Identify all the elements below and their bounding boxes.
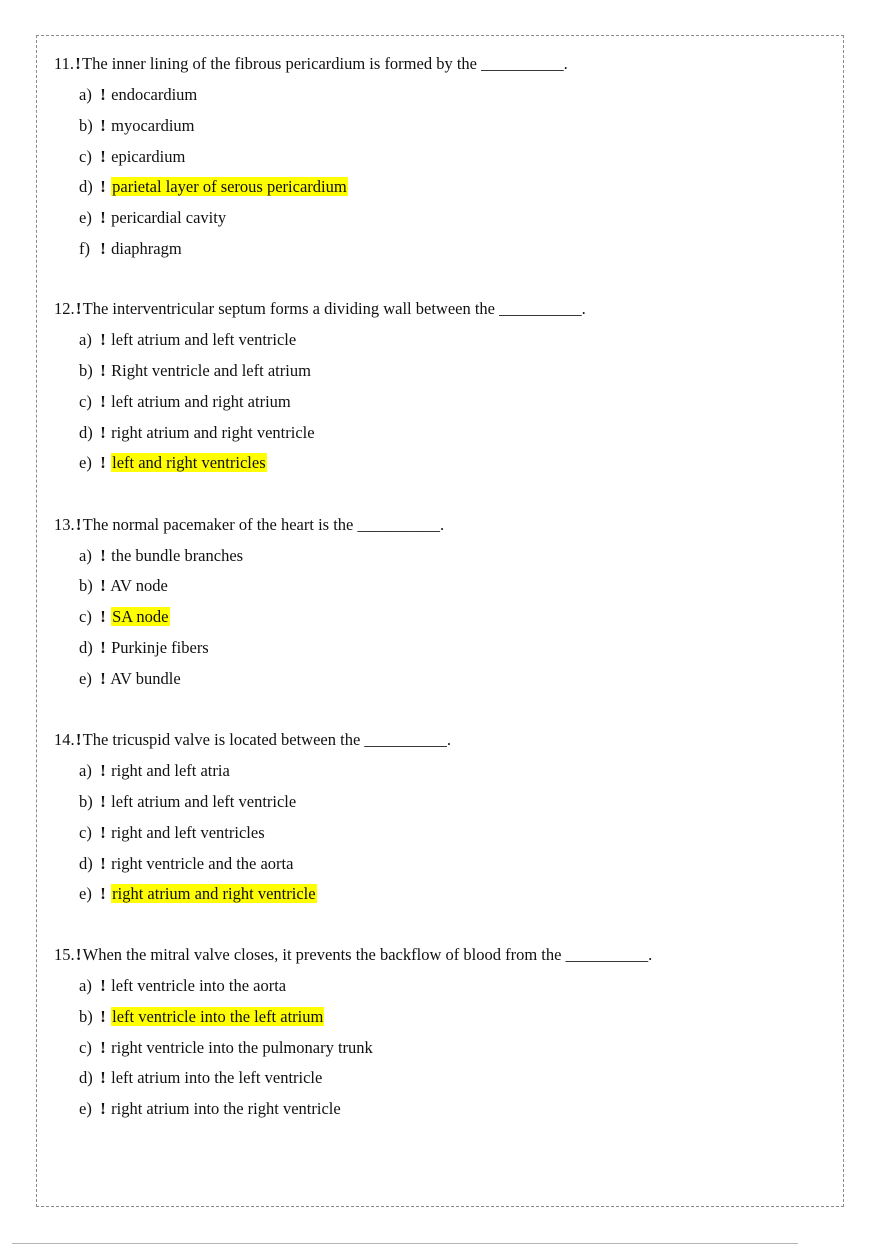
correct-answer-highlight: right atrium and right ventricle [112,884,316,903]
option-letter: a) [79,85,92,104]
option-item [79,361,311,381]
question-text: When the mitral valve closes, it prevents the backflow of blood from the __________. [82,945,653,964]
correct-answer-highlight: left ventricle into the left atrium [112,1007,324,1026]
option-letter: b) [79,116,93,135]
option-text: diaphragm [111,239,182,258]
option-letter: d) [79,177,93,196]
exclamation-mark-icon: ! [100,392,106,411]
option-text: AV bundle [110,669,181,688]
option-text: left atrium into the left ventricle [111,1068,323,1087]
exclamation-mark-icon: ! [100,546,106,565]
option-item [79,607,170,627]
option-letter: e) [79,669,92,688]
question-text: The normal pacemaker of the heart is the __________. [82,515,445,534]
option-item [79,116,195,136]
question-text: The inner lining of the fibrous pericardium is formed by the __________. [82,54,568,73]
option-item [79,792,296,812]
option-letter: b) [79,792,93,811]
option-letter: c) [79,823,92,842]
option-item [79,177,348,197]
option-text: left atrium and left ventricle [111,792,297,811]
exclamation-mark-icon: ! [100,85,106,104]
option-text: myocardium [111,116,195,135]
exclamation-mark-icon: ! [100,361,106,380]
exclamation-mark-icon: ! [100,330,106,349]
exclamation-mark-icon: ! [100,823,106,842]
option-text: right ventricle and the aorta [111,854,294,873]
option-item [79,638,209,658]
option-item [79,392,291,412]
option-item [79,823,265,843]
option-letter: d) [79,638,93,657]
exclamation-mark-icon: ! [100,423,106,442]
question-stem [54,515,444,535]
option-letter: e) [79,884,92,903]
exclamation-mark-icon: ! [75,730,82,749]
option-text: endocardium [111,85,198,104]
question-number: 14. [54,730,75,749]
exclamation-mark-icon: ! [100,638,106,657]
option-letter: d) [79,1068,93,1087]
footer-rule [12,1243,798,1244]
option-text: Right ventricle and left atrium [111,361,311,380]
exclamation-mark-icon: ! [100,1007,106,1026]
exclamation-mark-icon: ! [75,54,81,73]
option-text: right and left ventricles [111,823,265,842]
option-text: epicardium [111,147,186,166]
option-item [79,423,315,443]
question-stem [54,730,451,750]
option-text: the bundle branches [111,546,244,565]
option-item [79,576,168,596]
option-letter: b) [79,1007,93,1026]
option-letter: e) [79,453,92,472]
option-letter: e) [79,208,92,227]
exclamation-mark-icon: ! [100,177,106,196]
exclamation-mark-icon: ! [100,792,106,811]
option-item [79,976,286,996]
option-text: right atrium and right ventricle [111,423,315,442]
exclamation-mark-icon: ! [75,299,82,318]
option-letter: d) [79,854,93,873]
option-letter: a) [79,546,92,565]
option-letter: b) [79,361,93,380]
exclamation-mark-icon: ! [75,945,82,964]
option-letter: f) [79,239,90,258]
exclamation-mark-icon: ! [100,116,106,135]
option-text: Purkinje fibers [111,638,209,657]
question-stem [54,299,586,319]
option-item [79,546,243,566]
exclamation-mark-icon: ! [100,607,106,626]
option-letter: d) [79,423,93,442]
option-text: right atrium into the right ventricle [111,1099,341,1118]
option-text: left atrium and left ventricle [111,330,297,349]
option-item [79,330,296,350]
question-text: The tricuspid valve is located between the __________. [82,730,452,749]
exclamation-mark-icon: ! [100,854,106,873]
option-text: left ventricle into the aorta [111,976,287,995]
option-item [79,1099,341,1119]
option-item [79,1007,324,1027]
option-item [79,147,185,167]
exclamation-mark-icon: ! [100,147,106,166]
option-item [79,1068,322,1088]
option-text: AV node [110,576,168,595]
exclamation-mark-icon: ! [100,1099,106,1118]
exclamation-mark-icon: ! [100,1038,106,1057]
correct-answer-highlight: parietal layer of serous pericardium [112,177,347,196]
option-item [79,239,182,259]
option-letter: a) [79,976,92,995]
option-item [79,453,267,473]
question-number: 12. [54,299,75,318]
correct-answer-highlight: left and right ventricles [112,453,266,472]
question-stem [54,54,568,74]
option-item [79,1038,373,1058]
option-letter: a) [79,330,92,349]
exclamation-mark-icon: ! [100,453,106,472]
option-text: right ventricle into the pulmonary trunk [111,1038,373,1057]
option-letter: b) [79,576,93,595]
question-text: The interventricular septum forms a dividing wall between the __________. [82,299,586,318]
exclamation-mark-icon: ! [100,669,106,688]
question-number: 11. [54,54,75,73]
option-letter: e) [79,1099,92,1118]
question-number: 15. [54,945,75,964]
option-item [79,761,230,781]
option-item [79,85,197,105]
exclamation-mark-icon: ! [75,515,82,534]
option-item [79,669,181,689]
option-text: left atrium and right atrium [111,392,291,411]
correct-answer-highlight: SA node [112,607,169,626]
question-stem [54,945,652,965]
exclamation-mark-icon: ! [100,208,106,227]
option-letter: c) [79,607,92,626]
option-item [79,854,293,874]
option-letter: c) [79,1038,92,1057]
option-item [79,208,226,228]
option-item [79,884,317,904]
option-letter: c) [79,392,92,411]
question-number: 13. [54,515,75,534]
exclamation-mark-icon: ! [100,239,106,258]
exclamation-mark-icon: ! [100,884,106,903]
exclamation-mark-icon: ! [100,761,106,780]
option-letter: c) [79,147,92,166]
option-text: right and left atria [111,761,230,780]
exclamation-mark-icon: ! [100,576,106,595]
exclamation-mark-icon: ! [100,976,106,995]
option-letter: a) [79,761,92,780]
exclamation-mark-icon: ! [100,1068,106,1087]
option-text: pericardial cavity [111,208,227,227]
